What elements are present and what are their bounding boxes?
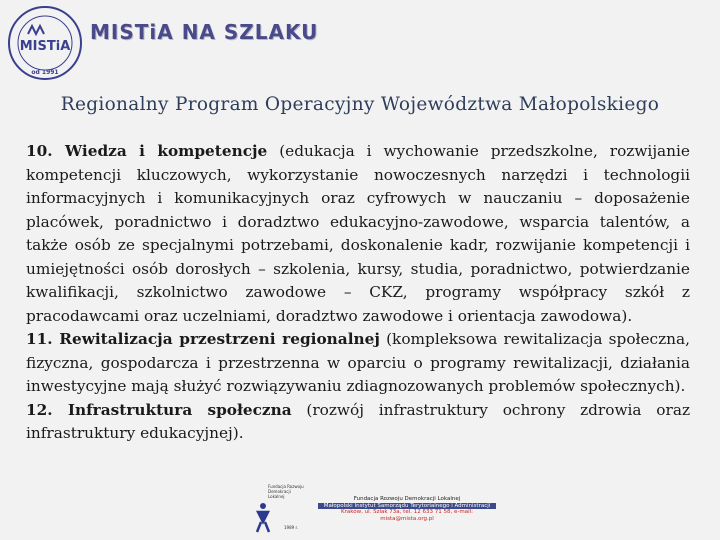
logo-text: MISTiA — [19, 39, 71, 54]
item-text: (edukacja i wychowanie przedszkolne, rozwijanie kompetencji kluczowych, wykorzystanie nowoczesnych narzędzi i technologii informacyjnych i komunikacyjnych oraz cyfrowych w nauczaniu – doposażenie placówek, poradnictwo i doradztwo edukacyjno-zawodowe, wsparcia talentów, a także osób ze specjalnymi potrzebami, doskonalenie kadr, rozwijanie kompetencji i umiejętności osób dorosłych – szkolenia, kursy, studia, poradnictwo, potwierdzanie kwalifikacji, szkolnictwo zawodowe – CKZ, programy współpracy szkół z pracodawcami oraz uczelniami, doradztwo zawodowe i orientacja zawodowa). — [26, 142, 690, 325]
page-title: Regionalny Program Operacyjny Województwa Małopolskiego — [60, 94, 660, 115]
item-text: (kompleksowa rewitalizacja społeczna, fizyczna, gospodarcza i przestrzenna w oparciu o programy rewitalizacji, działania inwestycyjne mają służyć rozwiązywaniu zdiagnozowanych problemów społecznych). — [26, 330, 690, 395]
list-item — [26, 140, 690, 328]
footer-institute — [318, 496, 496, 522]
fund-caption-text: Fundacja Rozwoju Demokracji Lokalnej — [268, 484, 304, 499]
logo-year: od 1991 — [31, 69, 59, 76]
mistia-logo — [6, 4, 84, 82]
item-heading: 10. Wiedza i kompetencje — [26, 142, 268, 160]
list-item — [26, 328, 690, 399]
brand-title: MISTiA NA SZLAKU — [90, 20, 319, 44]
institute-address: Kraków, ul. Szlak 73a, tel. 12 633 71 58, e-mail: mista@mista.org.pl — [341, 509, 473, 522]
fund-name: Fundacja Rozwoju Demokracji Lokalnej — [353, 496, 461, 502]
item-heading: 11. Rewitalizacja przestrzeni regionalnej — [26, 330, 380, 348]
fund-year: 1989 r. — [284, 525, 298, 530]
list-item — [26, 399, 690, 446]
institute-name: Małopolski Instytut Samorządu Terytorialnego i Administracji — [318, 503, 496, 510]
content-body — [26, 140, 690, 446]
item-heading: 12. Infrastruktura społeczna — [26, 400, 292, 419]
fund-caption — [258, 484, 306, 530]
item-text: (rozwój infrastruktury ochrony zdrowia oraz infrastruktury edukacyjnej). — [26, 400, 691, 442]
